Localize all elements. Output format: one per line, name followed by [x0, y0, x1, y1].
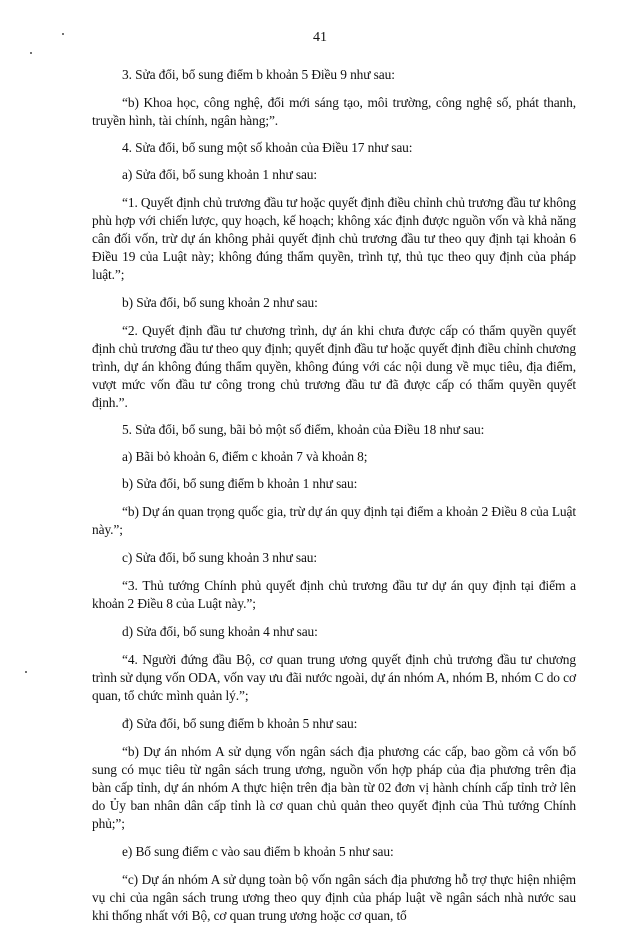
paragraph: “b) Dự án nhóm A sử dụng vốn ngân sách địa phương các cấp, bao gồm cả vốn bổ sung có mục tiêu từ ngân sách trung ương, nguồn vốn hợp pháp của địa phương trên địa bàn cấp tỉnh, dự án nhóm A thực hiện trên địa bàn từ 02 đơn vị hành chính cấp tỉnh trở lên do Ủy ban nhân dân cấp tỉnh là cơ quan chủ quản theo quyết định của Thủ tướng Chính phủ;”; [92, 744, 576, 831]
paragraph: b) Sửa đổi, bổ sung khoản 2 như sau: [122, 295, 318, 310]
paragraph: c) Sửa đổi, bổ sung khoản 3 như sau: [122, 550, 318, 565]
paragraph: a) Bãi bỏ khoản 6, điểm c khoản 7 và khoản 8; [122, 449, 368, 464]
scan-speck [25, 671, 27, 673]
scan-speck [62, 33, 64, 35]
document-body [92, 66, 576, 925]
paragraph: “4. Người đứng đầu Bộ, cơ quan trung ương quyết định chủ trương đầu tư chương trình sử dụng vốn ODA, vốn vay ưu đãi nước ngoài, dự án nhóm A, nhóm B, nhóm C do cơ quan, tổ chức mình quản lý.”; [92, 652, 576, 703]
paragraph: “1. Quyết định chủ trương đầu tư hoặc quyết định điều chỉnh chủ trương đầu tư không phù hợp với chiến lược, quy hoạch, kế hoạch; không xác định được nguồn vốn và khả năng cân đối vốn, trừ dự án không phải quyết định chủ trương đầu tư theo quy định tại khoản 6 Điều 19 của Luật này; không đúng thẩm quyền, trình tự, thủ tục theo quy định của pháp luật.”; [92, 195, 577, 282]
paragraph: 4. Sửa đổi, bổ sung một số khoản của Điều 17 như sau: [122, 140, 413, 155]
paragraph: b) Sửa đổi, bổ sung điểm b khoản 1 như sau: [122, 476, 358, 491]
scan-speck [30, 52, 32, 54]
paragraph: đ) Sửa đổi, bổ sung điểm b khoản 5 như sau: [122, 716, 358, 731]
paragraph: “2. Quyết định đầu tư chương trình, dự án khi chưa được cấp có thẩm quyền quyết định chủ trương đầu tư theo quy định; quyết định đầu tư hoặc quyết định điều chỉnh chương trình, dự án không đúng thẩm quyền, không đúng với các nội dung về mục tiêu, địa điểm, vượt mức vốn đầu tư công trong chủ trương đầu tư đã được cấp có thẩm quyền quyết định.”. [92, 323, 576, 410]
paragraph: 5. Sửa đổi, bổ sung, bãi bỏ một số điểm, khoản của Điều 18 như sau: [122, 422, 485, 437]
paragraph: d) Sửa đổi, bổ sung khoản 4 như sau: [122, 624, 318, 639]
paragraph: “b) Dự án quan trọng quốc gia, trừ dự án quy định tại điểm a khoản 2 Điều 8 của Luật này.”; [92, 504, 576, 537]
paragraph: “b) Khoa học, công nghệ, đổi mới sáng tạo, môi trường, công nghệ số, phát thanh, truyền hình, tài chính, ngân hàng;”. [92, 95, 576, 128]
paragraph: “3. Thủ tướng Chính phủ quyết định chủ trương đầu tư dự án quy định tại điểm a khoản 2 Điều 8 của Luật này.”; [92, 578, 576, 611]
paragraph: 3. Sửa đổi, bổ sung điểm b khoản 5 Điều 9 như sau: [122, 67, 395, 82]
paragraph: a) Sửa đổi, bổ sung khoản 1 như sau: [122, 167, 318, 182]
paragraph: “c) Dự án nhóm A sử dụng toàn bộ vốn ngân sách địa phương hỗ trợ thực hiện nhiệm vụ chi của ngân sách trung ương theo quy định của pháp luật về ngân sách nhà nước sau khi thống nhất với Bộ, cơ quan trung ương hoặc cơ quan, tổ [92, 872, 576, 923]
paragraph: e) Bổ sung điểm c vào sau điểm b khoản 5 như sau: [122, 844, 394, 859]
page-number: 41 [313, 30, 327, 45]
